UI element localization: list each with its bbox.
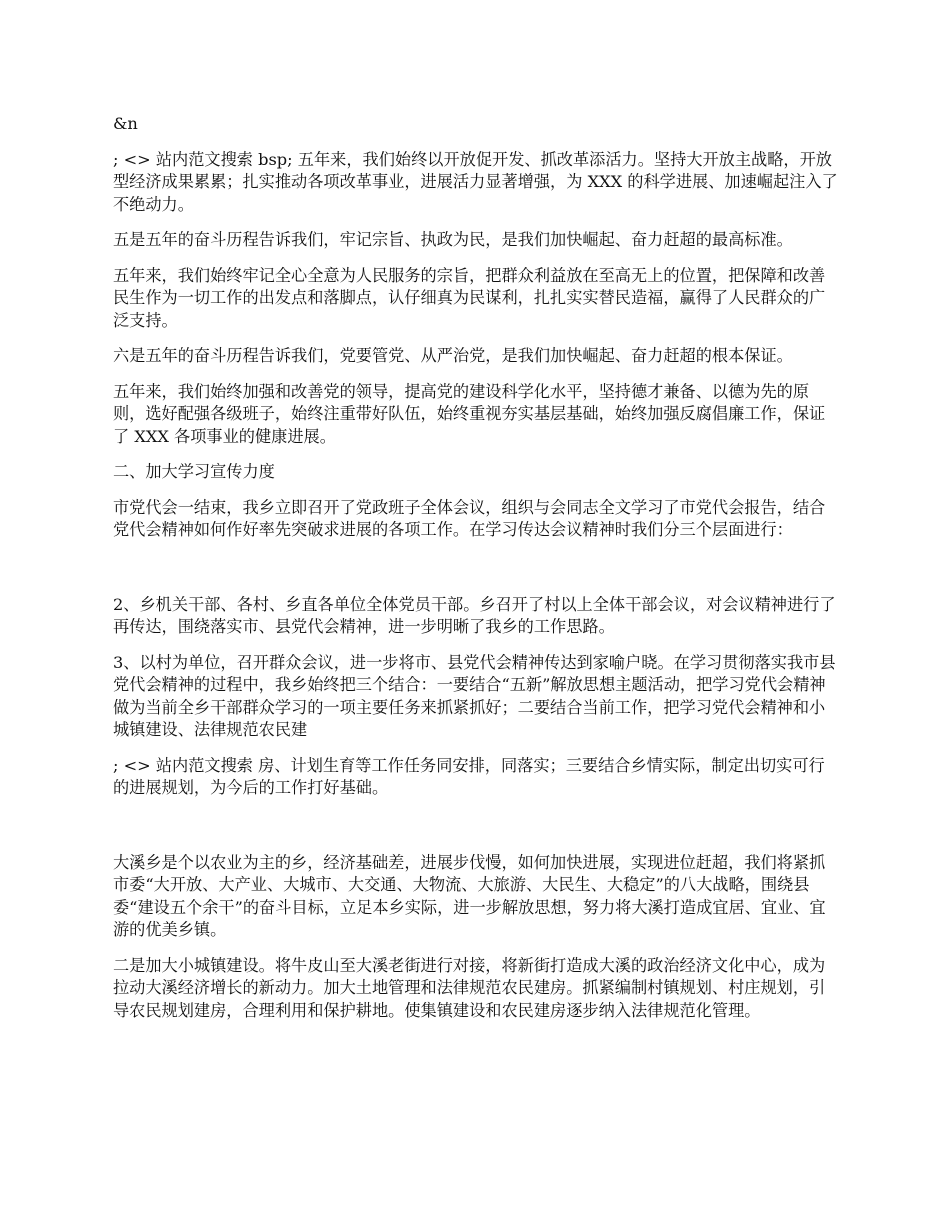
paragraph-planning-continued: ; <> 站内范文搜索 房、计划生育等工作任务同安排，同落实；三要结合乡情实际，制定出切实可行的进展规划，为今后的工作打好基础。: [113, 755, 825, 797]
paragraph-entity-fragment: &n: [113, 114, 138, 133]
paragraph-party-building: 五年来，我们始终加强和改善党的领导，提高党的建设科学化水平，坚持德才兼备、以德为先的原则，选好配强各级班子，始终注重带好队伍，始终重视夯实基层基础，始终加强反腐倡廉工作，保证了 XXX 各项事业的健康进展。: [113, 381, 826, 446]
document-body: [113, 113, 839, 1035]
paragraph-point-five: 五是五年的奋斗历程告诉我们，牢记宗旨、执政为民，是我们加快崛起、奋力赶超的最高标准。: [113, 230, 793, 249]
paragraph-daxi-strategy: 大溪乡是个以农业为主的乡，经济基础差，进展步伐慢，如何加快进展，实现进位赶超，我们将紧抓市委“大开放、大产业、大城市、大交通、大物流、大旅游、大民生、大稳定”的八大战略，围绕县委“建设五个余干”的奋斗目标，立足本乡实际，进一步解放思想，努力将大溪打造成宜居、宜业、宜游的优美乡镇。: [113, 852, 826, 939]
paragraph-item-2: 2、乡机关干部、各村、乡直各单位全体党员干部。乡召开了村以上全体干部会议，对会议精神进行了再传达，围绕落实市、县党代会精神，进一步明晰了我乡的工作思路。: [113, 594, 836, 636]
section-heading-study-publicity: 二、加大学习宣传力度: [113, 462, 275, 481]
paragraph-people-service: 五年来，我们始终牢记全心全意为人民服务的宗旨，把群众利益放在至高无上的位置，把保障和改善民生作为一切工作的出发点和落脚点，认仔细真为民谋利，扎扎实实替民造福，赢得了人民群众的广泛支持。: [113, 265, 826, 330]
paragraph-point-six: 六是五年的奋斗历程告诉我们，党要管党、从严治党，是我们加快崛起、奋力赶超的根本保证。: [113, 346, 793, 365]
paragraph-town-construction: 二是加大小城镇建设。将牛皮山至大溪老街进行对接，将新街打造成大溪的政治经济文化中心，成为拉动大溪经济增长的新动力。加大土地管理和法律规范农民建房。抓紧编制村镇规划、村庄规划，引导农民规划建房，合理利用和保护耕地。使集镇建设和农民建房逐步纳入法律规范化管理。: [113, 955, 826, 1020]
paragraph-congress-meeting: 市党代会一结束，我乡立即召开了党政班子全体会议，组织与会同志全文学习了市党代会报告，结合党代会精神如何作好率先突破求进展的各项工作。在学习传达会议精神时我们分三个层面进行：: [113, 497, 826, 539]
paragraph-opening-reform: ; <> 站内范文搜索 bsp; 五年来，我们始终以开放促开发、抓改革添活力。坚持大开放主战略，开放型经济成果累累；扎实推动各项改革事业，进展活力显著增强，为 XXX 的科学进展、加速崛起注入了不绝动力。: [113, 149, 838, 214]
paragraph-item-3: 3、以村为单位，召开群众会议，进一步将市、县党代会精神传达到家喻户晓。在学习贯彻落实我市县党代会精神的过程中，我乡始终把三个结合：一要结合“五新”解放思想主题活动，把学习党代会精神做为当前全乡干部群众学习的一项主要任务来抓紧抓好；二要结合当前工作，把学习党代会精神和小城镇建设、法律规范农民建: [113, 652, 836, 739]
